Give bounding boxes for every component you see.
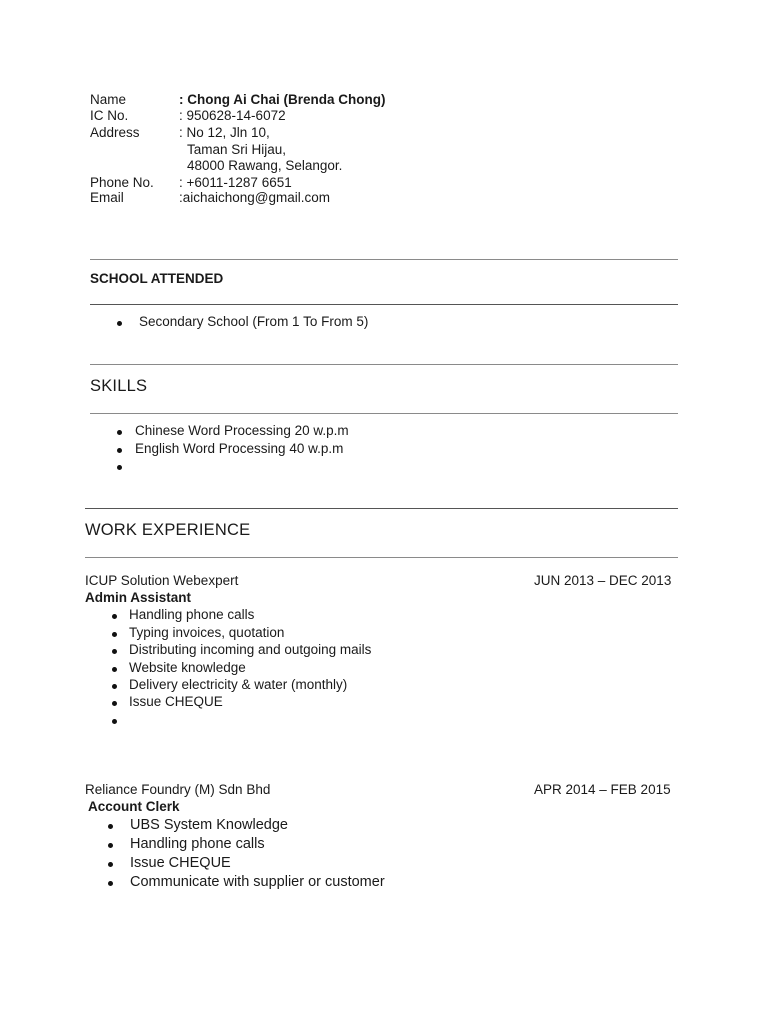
bullet-icon (112, 701, 117, 706)
skill-item: Chinese Word Processing 20 w.p.m (135, 423, 349, 438)
ic-label: IC No. (90, 108, 129, 123)
duty-item: Website knowledge (129, 660, 246, 675)
job-title: Admin Assistant (85, 590, 192, 605)
ic-value: : 950628-14-6072 (179, 108, 286, 123)
divider (90, 259, 678, 260)
job-title: Account Clerk (88, 799, 180, 814)
job-period: APR 2014 – FEB 2015 (534, 782, 671, 797)
bullet-icon (117, 465, 122, 470)
bullet-icon (112, 684, 117, 689)
phone-value: : +6011-1287 6651 (179, 175, 292, 190)
duty-item: Delivery electricity & water (monthly) (129, 677, 348, 692)
bullet-icon (108, 824, 113, 829)
duty-item: Typing invoices, quotation (129, 625, 285, 640)
address-line-3: 48000 Rawang, Selangor. (187, 158, 343, 173)
bullet-icon (112, 667, 117, 672)
duty-item: Distributing incoming and outgoing mails (129, 642, 372, 657)
bullet-icon (117, 448, 122, 453)
bullet-icon (117, 321, 122, 326)
divider (90, 304, 678, 305)
duty-item: Handling phone calls (130, 836, 265, 852)
name-label: Name (90, 92, 127, 107)
job-period: JUN 2013 – DEC 2013 (534, 573, 672, 588)
name-value: : Chong Ai Chai (Brenda Chong) (179, 92, 386, 107)
divider (85, 557, 678, 558)
company-name: ICUP Solution Webexpert (85, 573, 239, 588)
bullet-icon (117, 430, 122, 435)
phone-label: Phone No. (90, 175, 154, 190)
address-line-1: : No 12, Jln 10, (179, 125, 270, 140)
bullet-icon (112, 632, 117, 637)
bullet-icon (108, 881, 113, 886)
skill-item: English Word Processing 40 w.p.m (135, 441, 344, 456)
duty-item: Communicate with supplier or customer (130, 874, 385, 890)
bullet-icon (112, 719, 117, 724)
work-heading: WORK EXPERIENCE (85, 521, 251, 539)
company-name: Reliance Foundry (M) Sdn Bhd (85, 782, 271, 797)
duty-item: Issue CHEQUE (129, 694, 223, 709)
school-heading: SCHOOL ATTENDED (90, 271, 224, 286)
duty-item: Issue CHEQUE (130, 855, 231, 871)
bullet-icon (112, 649, 117, 654)
skills-heading: SKILLS (90, 377, 148, 395)
duty-item: UBS System Knowledge (130, 817, 288, 833)
bullet-icon (108, 843, 113, 848)
email-value: :aichaichong@gmail.com (179, 190, 331, 205)
address-line-2: Taman Sri Hijau, (187, 142, 287, 157)
bullet-icon (108, 862, 113, 867)
email-label: Email (90, 190, 124, 205)
bullet-icon (112, 614, 117, 619)
divider (90, 413, 678, 414)
duty-item: Handling phone calls (129, 607, 255, 622)
address-label: Address (90, 125, 140, 140)
school-item: Secondary School (From 1 To From 5) (139, 314, 369, 329)
divider (85, 508, 678, 509)
divider (90, 364, 678, 365)
